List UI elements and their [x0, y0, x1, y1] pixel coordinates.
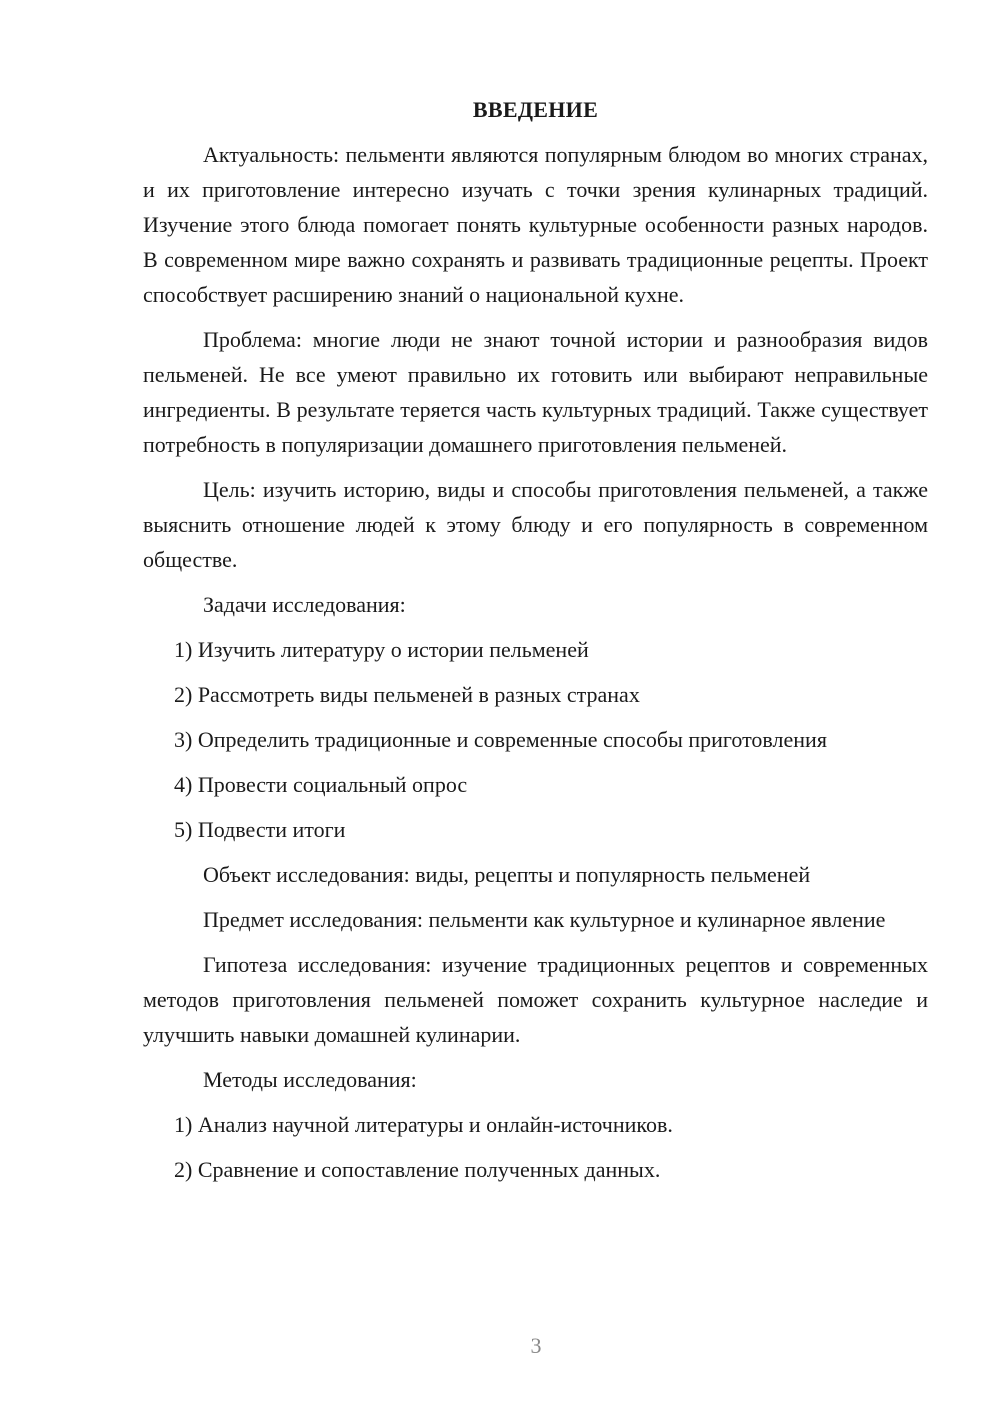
tasks-heading: Задачи исследования:: [203, 592, 406, 617]
list-item: 2) Рассмотреть виды пельменей в разных странах: [174, 682, 640, 707]
list-item: 1) Анализ научной литературы и онлайн-источников.: [174, 1112, 673, 1137]
list-item: 4) Провести социальный опрос: [174, 772, 468, 797]
list-item: 2) Сравнение и сопоставление полученных данных.: [174, 1157, 661, 1182]
section-title: ВВЕДЕНИЕ: [472, 97, 599, 122]
page-number: 3: [530, 1333, 542, 1358]
hypothesis-paragraph: Гипотеза исследования: изучение традиционных рецептов и современных методов приготовления пельменей поможет сохранить культурное наследие и улучшить навыки домашней кулинарии.: [143, 952, 928, 1047]
problem-paragraph: Проблема: многие люди не знают точной истории и разнообразия видов пельменей. Не все умеют правильно их готовить или выбирают неправильные ингредиенты. В результате теряется часть культурных традиций. Также существует потребность в популяризации домашнего приготовления пельменей.: [143, 327, 928, 457]
list-item: 5) Подвести итоги: [174, 817, 346, 842]
goal-paragraph: Цель: изучить историю, виды и способы приготовления пельменей, а также выяснить отношение людей к этому блюду и его популярность в современном обществе.: [143, 477, 928, 572]
research-subject: Предмет исследования: пельменти как культурное и кулинарное явление: [203, 907, 886, 932]
methods-heading: Методы исследования:: [203, 1067, 417, 1092]
list-item: 3) Определить традиционные и современные способы приготовления: [174, 727, 827, 752]
relevance-paragraph: Актуальность: пельменти являются популярным блюдом во многих странах, и их приготовление интересно изучать с точки зрения кулинарных традиций. Изучение этого блюда помогает понять культурные особенности разных народов. В современном мире важно сохранять и развивать традиционные рецепты. Проект способствует расширению знаний о национальной кухне.: [143, 142, 928, 307]
methods-list: [143, 1107, 928, 1187]
tasks-list: [143, 632, 928, 847]
page-content: [143, 92, 928, 1197]
list-item: 1) Изучить литературу о истории пельменей: [174, 637, 589, 662]
research-object: Объект исследования: виды, рецепты и популярность пельменей: [203, 862, 811, 887]
